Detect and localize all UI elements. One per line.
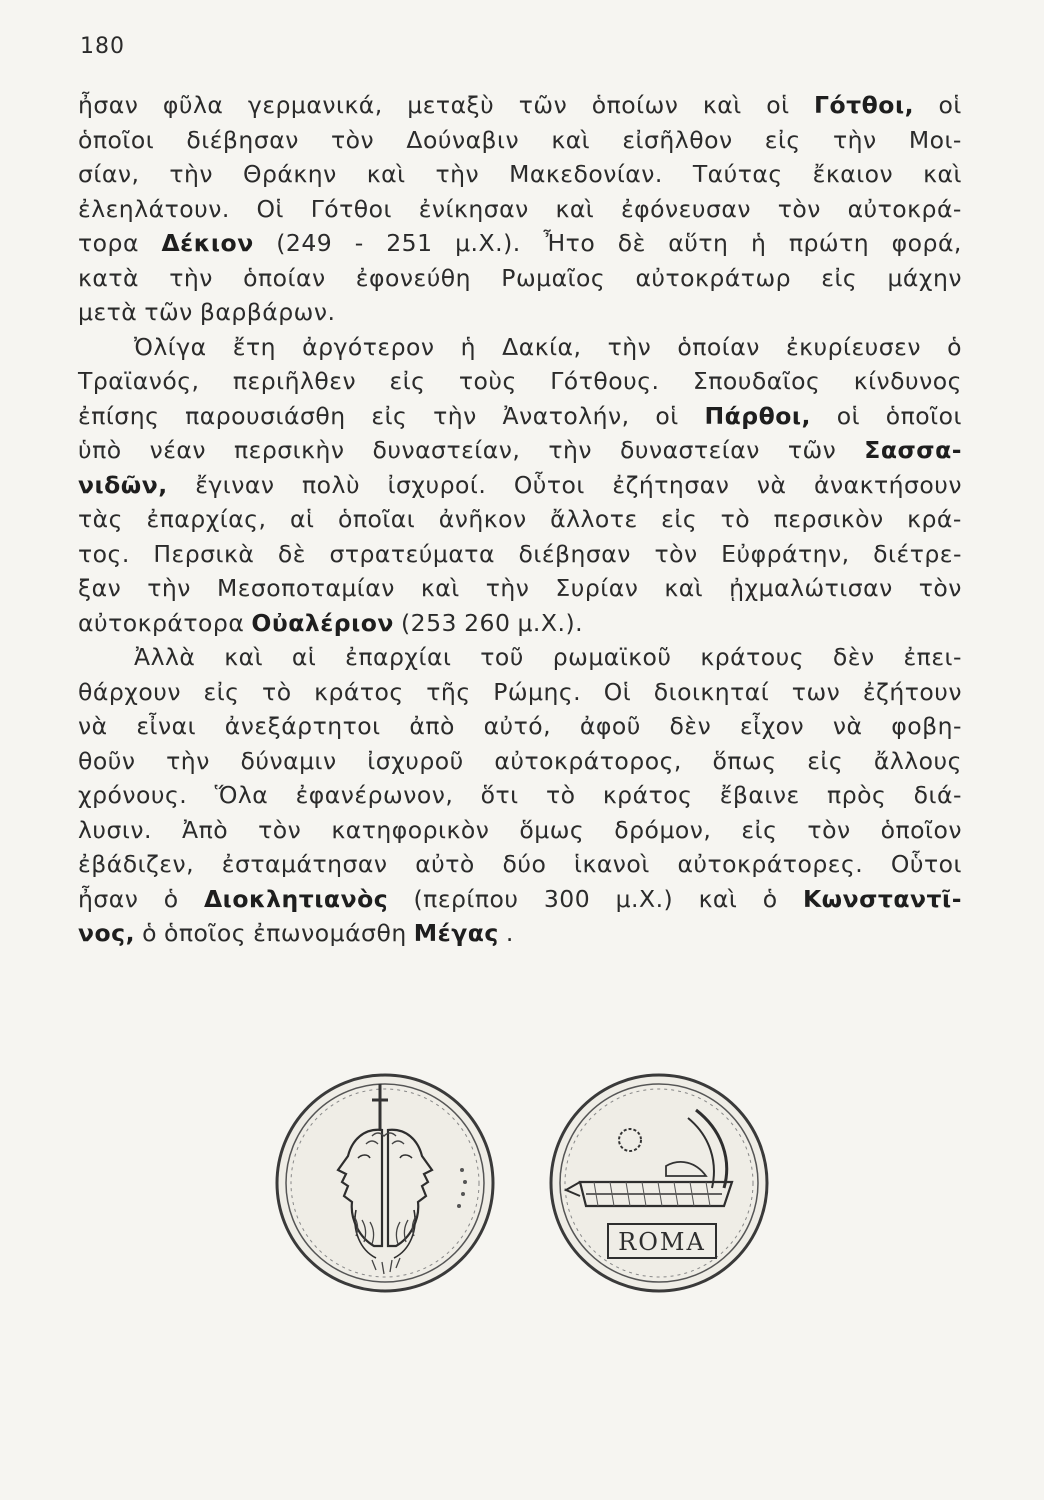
word: τος. — [78, 539, 130, 568]
word: οἱ — [766, 91, 790, 119]
word: Ἦτο — [543, 229, 596, 257]
word: εἶχον — [739, 712, 805, 740]
word: διά- — [913, 781, 962, 809]
word: Ὅλα — [214, 781, 269, 809]
word: Ρώμης. — [493, 677, 582, 706]
word: ἀνεξάρτητοι — [224, 712, 381, 740]
word: τὴν — [435, 160, 480, 188]
word: ὅμως — [519, 815, 585, 844]
word: αὐτοκράτωρ — [635, 263, 792, 292]
word: κατὰ — [78, 263, 139, 292]
word: περσικὸν — [773, 505, 884, 533]
word: χρόνους. — [78, 781, 188, 809]
text-line — [78, 468, 962, 503]
word: θάρχουν — [78, 677, 181, 706]
bold-term: νιδῶν, — [78, 470, 168, 499]
text-line — [78, 778, 962, 813]
word: ὁποῖοι — [78, 125, 155, 154]
word: περσικὴν — [234, 436, 345, 464]
word: καὶ — [555, 194, 595, 223]
word: περιῆλθεν — [232, 367, 357, 395]
word: τῶν — [518, 91, 568, 119]
text-line — [78, 813, 962, 848]
word: καὶ — [923, 160, 962, 188]
word: ὁποῖαι — [337, 505, 416, 533]
word: τὸ — [720, 505, 751, 533]
text-line — [78, 882, 962, 917]
word: δυναστείαν, — [372, 436, 521, 464]
word: δύο — [502, 850, 547, 878]
word: αἱ — [291, 643, 317, 671]
word: εἰς — [807, 746, 844, 775]
word: διέβησαν — [186, 125, 299, 154]
text-line — [78, 226, 962, 261]
word: εἰς — [661, 505, 698, 533]
body-text — [78, 88, 962, 951]
word: αἱ — [289, 505, 315, 533]
word: τὸν — [807, 815, 851, 844]
text-line — [78, 330, 962, 365]
word: δὲν — [669, 712, 712, 740]
word: τῶν — [787, 436, 837, 464]
word: ὁποίαν — [677, 332, 760, 361]
word: δὲ — [277, 539, 306, 568]
word: εἰς — [764, 125, 801, 154]
word: κατηφορικὸν — [331, 815, 490, 844]
word: πολὺ — [302, 470, 361, 499]
ship-prow-coin-icon — [546, 1070, 772, 1296]
bold-term: Σασσα- — [864, 436, 962, 464]
word: ξαν — [78, 574, 122, 602]
word: ἐλεηλάτουν. — [78, 194, 230, 223]
word: διέβησαν — [518, 539, 631, 568]
word: ἐπαρχίας, — [146, 505, 267, 533]
text-line — [78, 192, 962, 227]
word: εἰς — [741, 815, 778, 844]
word: τὴν — [169, 263, 213, 292]
text-line — [78, 123, 962, 158]
word: Ταύτας — [692, 160, 783, 188]
word: παρουσιάσθη — [185, 401, 346, 430]
word: εἰς — [371, 401, 408, 430]
word: ἐκυρίευσεν — [785, 332, 921, 361]
word: ὁ — [762, 884, 778, 913]
word: ρωμαϊκοῦ — [552, 643, 672, 671]
word: τῆς — [426, 677, 471, 706]
word: 251 — [386, 229, 433, 257]
word: εἰς — [821, 263, 858, 292]
text-line — [78, 295, 962, 330]
word: τὰς — [78, 505, 123, 533]
word: θοῦν — [78, 746, 136, 775]
word: ἀργότερον — [302, 332, 435, 361]
word: σίαν, — [78, 160, 140, 188]
word: ἔγιναν — [195, 470, 275, 499]
word: Ὀλίγα — [134, 332, 207, 361]
word: αὐτοκρά- — [847, 194, 962, 223]
word: Ρωμαῖος — [501, 263, 606, 292]
word: ὁ — [163, 884, 179, 913]
word: Οἱ — [603, 677, 632, 706]
word: μ.Χ.). — [517, 608, 584, 637]
word: ἐπίσης — [78, 401, 160, 430]
word: κίνδυνος — [853, 367, 962, 395]
coin-legend: ROMA — [618, 1228, 706, 1256]
word: ὁ — [947, 332, 962, 361]
word: 300 — [543, 884, 591, 913]
word: ἀνακτήσουν — [814, 470, 962, 499]
word: 260 — [464, 608, 511, 637]
word: αὐτὸ — [415, 850, 475, 878]
word: ὁποίων — [591, 91, 679, 119]
word: εἶναι — [136, 712, 197, 740]
word: τὸν — [331, 125, 375, 154]
word: δὲ — [617, 229, 646, 257]
text-line — [78, 640, 962, 675]
word: ἐφανέρωνον, — [295, 781, 454, 809]
word: γερμανικά, — [247, 91, 383, 119]
word: πρώτη — [788, 229, 870, 257]
word: ἰσχυροί. — [387, 470, 487, 499]
word: φῦλα — [162, 91, 224, 119]
word: τὴν — [607, 332, 652, 361]
word: Μοι- — [908, 125, 962, 154]
word: ἱκανοὶ — [574, 850, 650, 878]
word: τὴν — [485, 574, 530, 602]
word: καὶ — [698, 884, 738, 913]
bold-term: Μέγας — [413, 919, 499, 947]
word: Δακία, — [502, 332, 582, 361]
word: αὐτοκράτορα — [78, 608, 245, 637]
word: ὁποῖοι — [885, 401, 962, 430]
word: κράτος — [602, 781, 693, 809]
text-line — [78, 433, 962, 468]
word: νέαν — [149, 436, 207, 464]
text-line — [78, 675, 962, 710]
word: διοικηταί — [653, 677, 770, 706]
word: Οὗτοι — [890, 850, 962, 878]
word: τῶν — [144, 298, 193, 326]
text-line — [78, 364, 962, 399]
word: μετὰ — [78, 298, 138, 326]
word: οἱ — [836, 401, 861, 430]
text-line — [78, 571, 962, 606]
word: καὶ — [551, 125, 591, 154]
word: τὴν — [147, 574, 191, 602]
word: Τραϊανός, — [78, 367, 200, 395]
word: Οὗτοι — [513, 470, 585, 499]
word: ἄλλοτε — [550, 505, 638, 533]
word: τὸν — [777, 194, 821, 223]
word: οἱ — [655, 401, 679, 430]
bold-term: Γότθοι, — [814, 91, 915, 119]
word: ἀνῆκον — [438, 505, 527, 533]
word: τὸν — [654, 539, 698, 568]
word: ἐζήτησαν — [612, 470, 730, 499]
word: λυσιν. — [78, 815, 152, 844]
word: Περσικὰ — [153, 539, 255, 568]
word: Δούναβιν — [406, 125, 520, 154]
janus-head-coin-icon — [272, 1070, 498, 1296]
word: νὰ — [78, 712, 108, 740]
word: τορα — [78, 229, 139, 257]
word: τὴν — [832, 125, 877, 154]
text-line — [78, 537, 962, 572]
word: καὶ — [224, 643, 264, 671]
word: ἐπει- — [903, 643, 962, 671]
word: ὅτι — [480, 781, 519, 809]
word: ἔκαιον — [812, 160, 894, 188]
word: τοῦ — [480, 643, 524, 671]
word: ἐπαρχίαι — [345, 643, 452, 671]
word: αὐτό, — [483, 712, 552, 740]
word: ἄλλους — [873, 746, 962, 775]
word: ἐσταμάτησαν — [221, 850, 388, 878]
word: - — [354, 229, 364, 257]
word: (249 — [276, 229, 333, 257]
text-line — [78, 847, 962, 882]
word: καὶ — [366, 160, 406, 188]
coin-illustration — [0, 1070, 1044, 1330]
text-line — [78, 261, 962, 296]
word: τὸν — [918, 574, 962, 602]
word: καὶ — [420, 574, 460, 602]
word: Γότθοι — [310, 194, 393, 223]
word: μεταξὺ — [407, 91, 495, 119]
word: Γότθους. — [550, 367, 660, 395]
word: εἰσῆλθον — [622, 125, 733, 154]
word: ἔτη — [232, 332, 276, 361]
word: μάχην — [887, 263, 962, 292]
text-line — [78, 88, 962, 123]
word: δὲν — [832, 643, 875, 671]
word: Μακεδονίαν. — [509, 160, 663, 188]
word: Ἀλλὰ — [134, 643, 196, 671]
word: τὸ — [262, 677, 292, 706]
word: τοὺς — [458, 367, 517, 395]
word: εἰς — [203, 677, 240, 706]
text-line — [78, 606, 962, 641]
text-line — [78, 744, 962, 779]
text-line — [78, 709, 962, 744]
word: ἐπωνομάσθη — [253, 919, 407, 947]
word: Θράκην — [243, 160, 337, 188]
word: Συρίαν — [555, 574, 639, 602]
word: δρόμον, — [614, 815, 712, 844]
word: Μεσοποταμίαν — [216, 574, 395, 602]
word: βαρβάρων. — [199, 298, 336, 326]
word: τὴν — [169, 160, 214, 188]
word: μ.Χ.). — [455, 229, 521, 257]
word: νὰ — [832, 712, 863, 740]
word: τὴν — [166, 746, 210, 775]
word: . — [505, 919, 514, 947]
word: των — [791, 677, 841, 706]
bold-term: Πάρθοι, — [704, 401, 811, 430]
word: δυναστείαν — [619, 436, 760, 464]
word: Ἀπὸ — [182, 815, 229, 844]
word: τὴν — [433, 401, 477, 430]
word: ὑπὸ — [78, 436, 122, 464]
word: ἐφονεύθη — [355, 263, 472, 292]
word: κράτους — [700, 643, 805, 671]
word: Ἀνατολήν, — [502, 401, 630, 430]
word: διέτρε- — [873, 539, 962, 568]
word: ὁποίαν — [243, 263, 326, 292]
word: ἐφόνευσαν — [620, 194, 751, 223]
word: πρὸς — [827, 781, 887, 809]
word: ἐνίκησαν — [418, 194, 529, 223]
word: Σπουδαῖος — [692, 367, 821, 395]
word: αὕτη — [668, 229, 729, 257]
word: ἐβάδιζεν, — [78, 850, 195, 878]
text-line — [78, 916, 962, 951]
word: (περίπου — [413, 884, 519, 913]
word: ἀφοῦ — [579, 712, 641, 740]
word: ὅπως — [712, 746, 777, 775]
word: ἔβαινε — [719, 781, 800, 809]
word: τὸ — [545, 781, 576, 809]
word: αὐτοκράτορες. — [677, 850, 864, 878]
page-number: 180 — [80, 34, 125, 59]
word: ἦσαν — [78, 91, 139, 119]
text-line — [78, 399, 962, 434]
word: κρά- — [907, 505, 962, 533]
word: καὶ — [664, 574, 704, 602]
word: ἦσαν — [78, 884, 139, 913]
word: οἱ — [938, 91, 962, 119]
word: Εὐφράτην, — [721, 539, 850, 568]
word: ἐζήτουν — [862, 677, 962, 706]
bold-term: Κωνσταντῖ- — [802, 884, 962, 913]
bold-term: Διοκλητιανὸς — [203, 884, 389, 913]
word: τὸν — [258, 815, 302, 844]
word: (253 — [400, 608, 458, 637]
word: καὶ — [702, 91, 742, 119]
word: στρατεύματα — [329, 539, 495, 568]
text-line — [78, 157, 962, 192]
word: φορά, — [891, 229, 962, 257]
word: ἡ — [460, 332, 477, 361]
bold-term: Δέκιον — [161, 229, 254, 257]
word: ὁποῖον — [880, 815, 962, 844]
word: εἰς — [389, 367, 426, 395]
text-line — [78, 502, 962, 537]
word: νὰ — [756, 470, 787, 499]
word: Οἱ — [256, 194, 284, 223]
word: μ.Χ.) — [615, 884, 674, 913]
bold-term: νος, — [78, 919, 136, 947]
word: φοβη- — [891, 712, 962, 740]
word: κράτος — [314, 677, 404, 706]
word: ὁποῖος — [164, 919, 247, 947]
bold-term: Οὐαλέριον — [251, 608, 394, 637]
word: ᾐχμαλώτισαν — [729, 574, 893, 602]
word: ἰσχυροῦ — [367, 746, 464, 775]
word: ἡ — [750, 229, 767, 257]
word: αὐτοκράτορος, — [494, 746, 682, 775]
word: δύναμιν — [240, 746, 337, 775]
word: ὁ — [142, 919, 157, 947]
word: ἀπὸ — [409, 712, 455, 740]
word: τὴν — [548, 436, 592, 464]
